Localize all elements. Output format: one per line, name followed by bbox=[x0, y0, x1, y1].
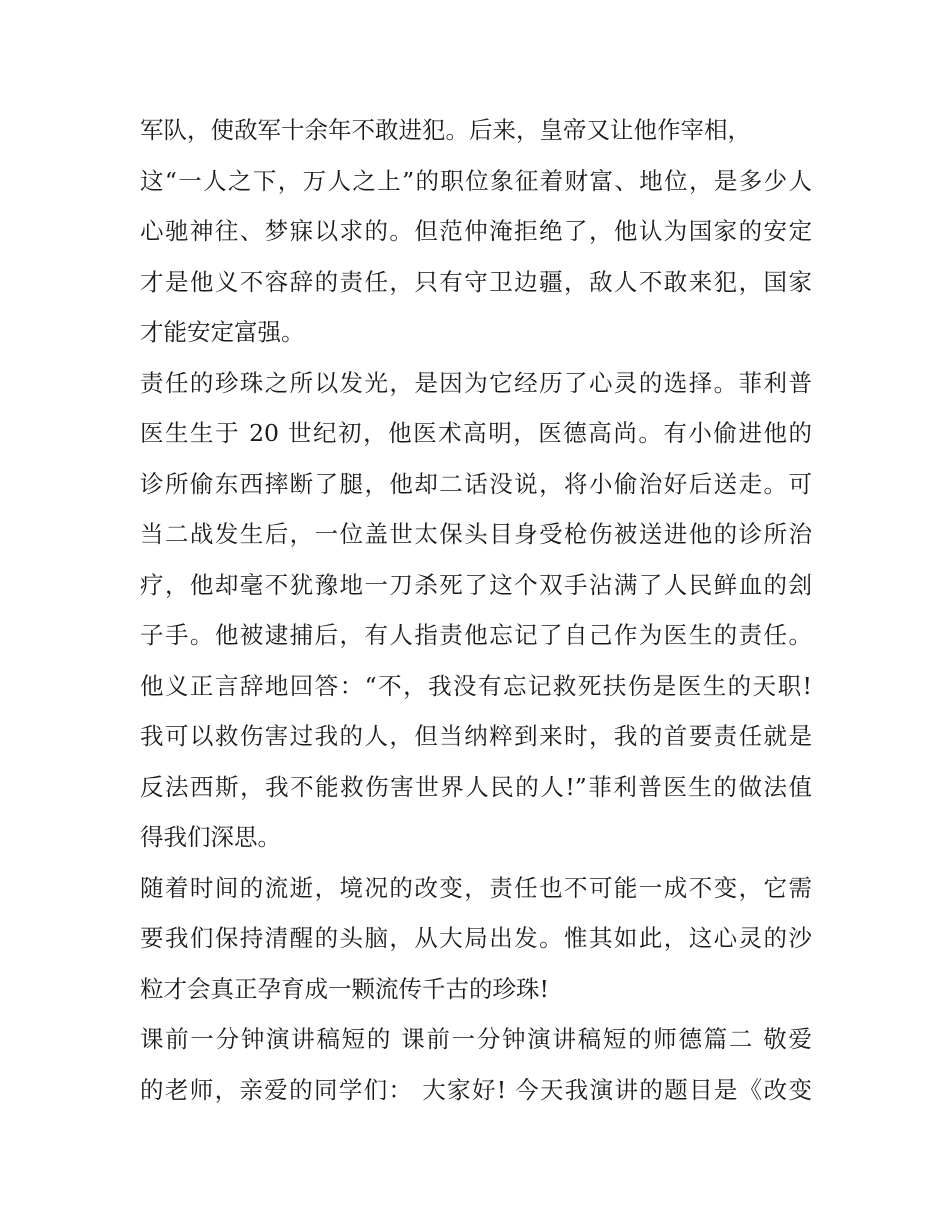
text-line: 要我们保持清醒的头脑，从大局出发。惟其如此，这心灵的沙 bbox=[140, 924, 812, 952]
text-line: 责任的珍珠之所以发光，是因为它经历了心灵的选择。菲利普 bbox=[140, 368, 812, 397]
text-line: 课前一分钟演讲稿短的 课前一分钟演讲稿短的师德篇二 敬爱 bbox=[140, 1025, 812, 1053]
text-line: 这“一人之下，万人之上”的职位象征着财富、地位，是多少人 bbox=[140, 166, 812, 195]
text-line: 心驰神往、梦寐以求的。但范仲淹拒绝了，他认为国家的安定 bbox=[140, 217, 812, 245]
text-line: 的老师，亲爱的同学们： 大家好! 今天我演讲的题目是《改变 bbox=[140, 1075, 812, 1104]
text-line: 疗，他却毫不犹豫地一刀杀死了这个双手沾满了人民鲜血的刽 bbox=[140, 570, 812, 599]
text-line: 军队，使敌军十余年不敢进犯。后来，皇帝又让他作宰相， bbox=[140, 116, 751, 144]
text-line: 诊所偷东西摔断了腿，他却二话没说，将小偷治好后送走。可 bbox=[140, 469, 812, 498]
text-line: 我可以救伤害过我的人，但当纳粹到来时，我的首要责任就是 bbox=[140, 722, 812, 750]
text-line: 医生生于 20 世纪初，他医术高明，医德高尚。有小偷进他的 bbox=[140, 419, 812, 447]
text-line: 粒才会真正孕育成一颗流传千古的珍珠! bbox=[140, 974, 549, 1003]
text-line: 反法西斯，我不能救伤害世界人民的人!”菲利普医生的做法值 bbox=[140, 772, 812, 801]
text-line: 他义正言辞地回答：“不，我没有忘记救死扶伤是医生的天职! bbox=[140, 671, 812, 700]
text-line: 得我们深思。 bbox=[140, 823, 281, 851]
text-line: 随着时间的流逝，境况的改变，责任也不可能一成不变，它需 bbox=[140, 873, 812, 902]
text-line: 才是他义不容辞的责任，只有守卫边疆，敌人不敢来犯，国家 bbox=[140, 267, 812, 296]
text-line: 才能安定富强。 bbox=[140, 318, 305, 346]
document-body bbox=[140, 105, 812, 1115]
text-line: 当二战发生后，一位盖世太保头目身受枪伤被送进他的诊所治 bbox=[140, 520, 812, 548]
text-line: 子手。他被逮捕后，有人指责他忘记了自己作为医生的责任。 bbox=[140, 621, 812, 649]
